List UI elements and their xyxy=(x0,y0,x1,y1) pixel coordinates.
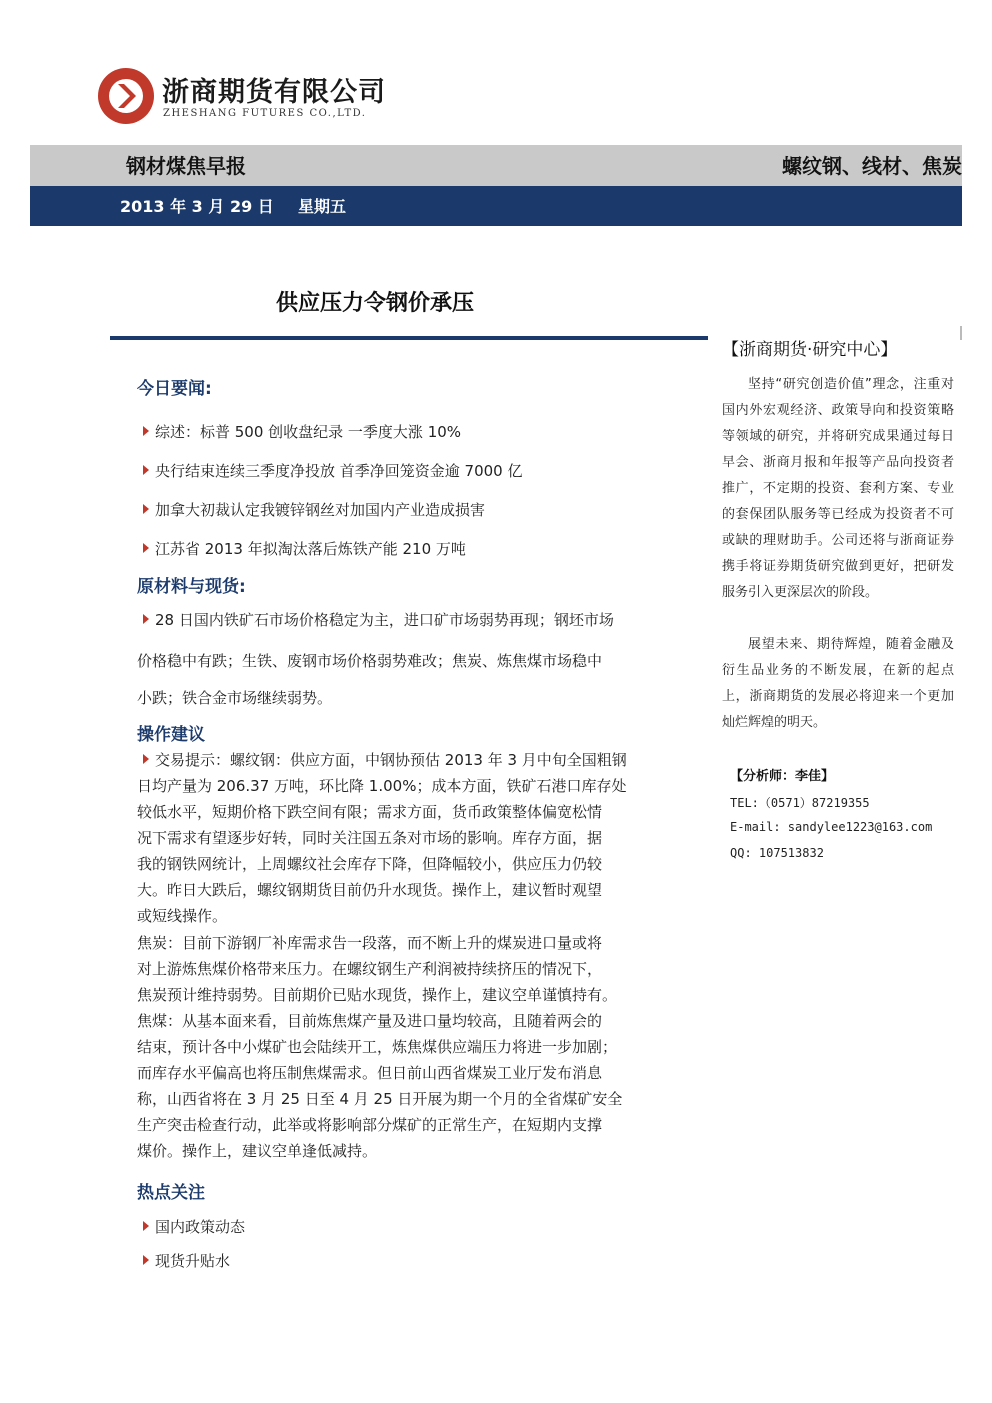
sidebar-intro: 坚持“研究创造价值”理念，注重对国内外宏观经济、政策导向和投资策略等领域的研究，并将研究成果通过每日早会、浙商月报和年报等产品向投资者推广，不定期的投资、套利方案、专业的套保团队服务等已经成为投资者不可或缺的理财助手。公司还将与浙商证券携手将证券期货研究做到更好，把研发服务引入更深层次的阶段。 xyxy=(722,377,954,600)
report-products: 螺纹钢、线材、焦炭 xyxy=(782,154,962,178)
bullet-arrow-icon xyxy=(143,543,149,553)
news-item: 加拿大初裁认定我镀锌钢丝对加国内产业造成损害 xyxy=(143,499,485,520)
section-news-heading: 今日要闻: xyxy=(137,379,212,399)
advice-line: 大。昨日大跌后，螺纹钢期货目前仍升水现货。操作上，建议暂时观望 xyxy=(137,881,603,899)
coal-line: 称，山西省将在 3 月 25 日至 4 月 25 日开展为期一个月的全省煤矿安全 xyxy=(137,1090,623,1108)
materials-line: 价格稳中有跌；生铁、废钢市场价格弱势难改；焦炭、炼焦煤市场稳中 xyxy=(137,652,603,670)
analyst-name: 【分析师：李佳】 xyxy=(730,769,835,784)
advice-line: 交易提示：螺纹钢：供应方面，中钢协预估 2013 年 3 月中旬全国粗钢 xyxy=(143,749,627,770)
edge-mark xyxy=(960,326,962,340)
coke-line: 焦炭：目前下游钢厂补库需求告一段落，而不断上升的煤炭进口量或将 xyxy=(137,934,603,952)
advice-line: 我的钢铁网统计，上周螺纹社会库存下降，但降幅较小，供应压力仍较 xyxy=(137,855,603,873)
page-title: 供应压力令钢价承压 xyxy=(276,291,475,316)
report-header-bar xyxy=(30,145,962,186)
company-name: 浙商期货有限公司 xyxy=(162,77,386,108)
coal-line: 而库存水平偏高也将压制焦煤需求。但日前山西省煤炭工业厅发布消息 xyxy=(137,1064,603,1082)
focus-item: 现货升贴水 xyxy=(143,1250,230,1271)
news-item: 江苏省 2013 年拟淘汰落后炼铁产能 210 万吨 xyxy=(143,538,466,559)
bullet-arrow-icon xyxy=(143,614,149,624)
bullet-arrow-icon xyxy=(143,504,149,514)
company-name-en: ZHESHANG FUTURES CO.,LTD. xyxy=(163,108,367,119)
coal-line: 结束，预计各中小煤矿也会陆续开工，炼焦煤供应端压力将进一步加剧； xyxy=(137,1038,618,1056)
bullet-arrow-icon xyxy=(143,1255,149,1265)
report-date: 2013 年 3 月 29 日 xyxy=(120,197,274,216)
report-weekday: 星期五 xyxy=(298,197,347,216)
advice-line: 况下需求有望逐步好转，同时关注国五条对市场的影响。库存方面，据 xyxy=(137,829,603,847)
date-bar xyxy=(30,186,962,226)
bullet-arrow-icon xyxy=(143,465,149,475)
news-item: 央行结束连续三季度净投放 首季净回笼资金逾 7000 亿 xyxy=(143,460,522,481)
section-materials-heading: 原材料与现货: xyxy=(137,577,246,597)
materials-line: 28 日国内铁矿石市场价格稳定为主，进口矿市场弱势再现；钢坯市场 xyxy=(143,609,614,630)
bullet-arrow-icon xyxy=(143,754,149,764)
coke-line: 焦炭预计维持弱势。目前期价已贴水现货，操作上，建议空单谨慎持有。 xyxy=(137,986,618,1004)
analyst-tel: TEL:（0571）87219355 xyxy=(730,796,870,810)
coal-line: 焦煤：从基本面来看，目前炼焦煤产量及进口量均较高，且随着两会的 xyxy=(137,1012,603,1030)
materials-line: 小跌；铁合金市场继续弱势。 xyxy=(137,689,333,707)
report-name: 钢材煤焦早报 xyxy=(126,154,246,178)
section-focus-heading: 热点关注 xyxy=(137,1183,205,1203)
focus-item: 国内政策动态 xyxy=(143,1216,245,1237)
title-divider xyxy=(110,336,708,340)
analyst-qq: QQ: 107513832 xyxy=(730,846,824,860)
coal-line: 生产突击检查行动，此举或将影响部分煤矿的正常生产，在短期内支撑 xyxy=(137,1116,603,1134)
sidebar-outlook: 展望未来、期待辉煌，随着金融及衍生品业务的不断发展，在新的起点上，浙商期货的发展必将迎来一个更加灿烂辉煌的明天。 xyxy=(722,637,954,730)
coke-line: 对上游炼焦煤价格带来压力。在螺纹钢生产利润被持续挤压的情况下， xyxy=(137,960,603,978)
news-item: 综述：标普 500 创收盘纪录 一季度大涨 10% xyxy=(143,421,461,442)
analyst-email[interactable]: E-mail: sandylee1223@163.com xyxy=(730,820,933,834)
company-logo xyxy=(96,66,156,126)
advice-line: 或短线操作。 xyxy=(137,907,228,925)
advice-line: 日均产量为 206.37 万吨，环比降 1.00%；成本方面，铁矿石港口库存处 xyxy=(137,777,627,795)
advice-line: 较低水平，短期价格下跌空间有限；需求方面，货币政策整体偏宽松情 xyxy=(137,803,603,821)
sidebar-heading: 【浙商期货·研究中心】 xyxy=(722,340,898,360)
bullet-arrow-icon xyxy=(143,426,149,436)
bullet-arrow-icon xyxy=(143,1221,149,1231)
section-advice-heading: 操作建议 xyxy=(137,725,205,745)
coal-line: 煤价。操作上，建议空单逢低减持。 xyxy=(137,1142,378,1160)
